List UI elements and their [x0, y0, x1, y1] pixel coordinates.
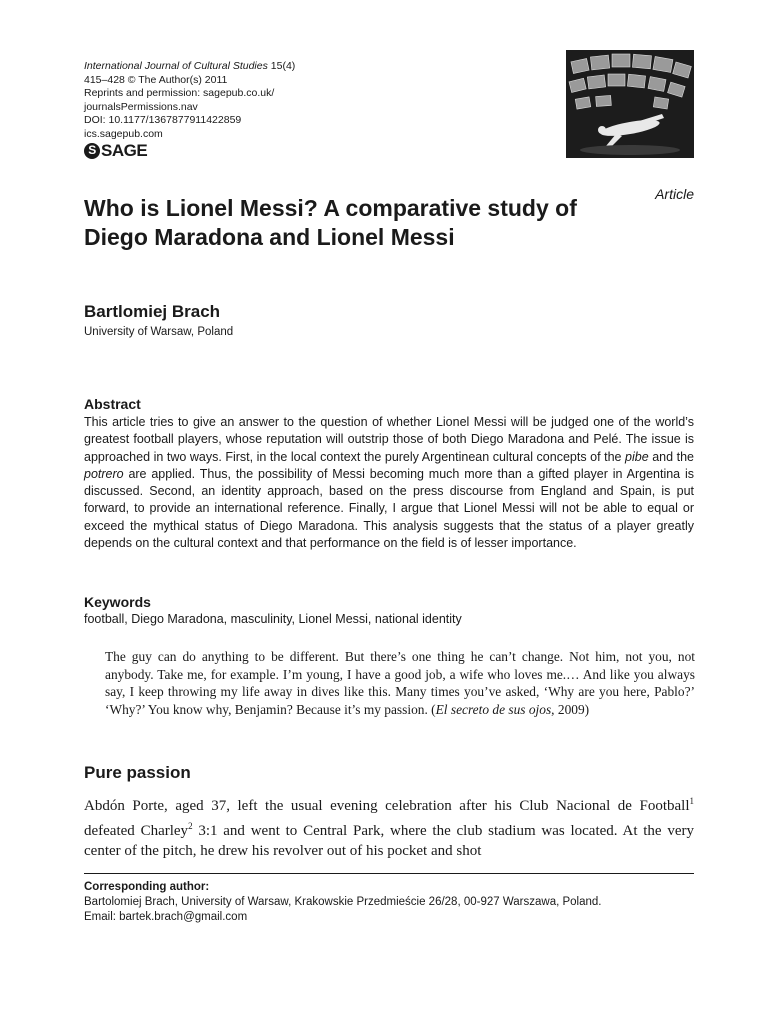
footnote-marker[interactable]: 1 — [689, 796, 694, 806]
corresponding-author-heading: Corresponding author: — [84, 881, 210, 893]
article-type-label: Article — [655, 186, 694, 202]
keywords-heading: Keywords — [84, 594, 151, 610]
epigraph-quote — [105, 648, 695, 718]
abstract-segment: are applied. Thus, the possibility of Messi becoming much more than a gifted player in Argentina is discussed. Second, an identity approach, based on the press discourse from England and Spain, is put forward, to provide an international reference. Finally, I argue that Lionel Messi will not be able to equal or exceed the mythical status of Diego Maradona. This analysis suggests that the status of a player greatly depends on the cultural context and that performance on the field is of lesser importance. — [84, 466, 694, 551]
abstract-term-pibe: pibe — [625, 449, 649, 464]
abstract-segment: and the — [648, 449, 694, 464]
abstract-heading: Abstract — [84, 396, 141, 412]
journal-info — [84, 60, 484, 159]
journal-volume: 15(4) — [267, 60, 296, 72]
reprints-info: Reprints and permission: sagepub.co.uk/ — [84, 87, 275, 99]
corresponding-author-address: Bartolomiej Brach, University of Warsaw, Krakowskie Przedmieście 26/28, 00-927 Warszawa, Poland. — [84, 896, 602, 908]
keywords-list: football, Diego Maradona, masculinity, Lionel Messi, national identity — [84, 612, 462, 626]
sage-logo-text: SAGE — [101, 141, 148, 161]
epigraph-source: El secreto de sus ojos — [435, 701, 552, 717]
permissions-info: journalsPermissions.nav — [84, 100, 198, 113]
body-segment: defeated Charley — [84, 823, 189, 839]
doi: DOI: 10.1177/1367877911422859 — [84, 114, 242, 126]
article-title: Who is Lionel Messi? A comparative study of Diego Maradona and Lionel Messi — [84, 195, 577, 250]
body-segment: Abdón Porte, aged 37, left the usual evening celebration after his Club Nacional de Football — [84, 798, 690, 814]
epigraph-year: , 2009) — [551, 701, 590, 717]
journal-cover-image — [566, 50, 694, 158]
sage-logo-icon: S — [84, 143, 100, 159]
journal-url: ics.sagepub.com — [84, 127, 163, 140]
section-heading: Pure passion — [84, 763, 191, 782]
journal-citation — [84, 60, 484, 74]
corresponding-author-block — [84, 880, 694, 925]
abstract-text — [84, 414, 694, 552]
abstract-term-potrero: potrero — [84, 466, 124, 481]
body-paragraph — [84, 791, 694, 861]
epigraph-text: The guy can do anything to be different. But there’s one thing he can’t change. Not him, not you, not anybody. Take me, for example. I’m young, I have a good job, a wife who loves me.… And like you always say, I keep throwing my life away in dives like this. Many times you’ve asked, ‘Why are you here, Pablo?’ ‘Why?’ You know why, Benjamin? Because it’s my passion. ( — [105, 649, 695, 717]
journal-pages-copyright: 415–428 © The Author(s) 2011 — [84, 73, 228, 86]
footnote-marker[interactable]: 2 — [188, 821, 193, 831]
abstract-segment: This article tries to give an answer to the question of whether Lionel Messi will be judged one of the world’s greatest football players, whose reputation will outstrip those of both Diego Maradona and Pelé. The issue is approached in two ways. First, in the local context the purely Argentinean cultural concepts of the — [84, 415, 694, 464]
body-segment: 3:1 and went to Central Park, where the club stadium was located. At the very center of the pitch, he drew his revolver out of his pocket and shot — [84, 823, 695, 859]
sage-logo — [84, 143, 484, 159]
corresponding-author-email[interactable]: Email: bartek.brach@gmail.com — [84, 911, 248, 923]
cover-art-icon — [566, 50, 694, 158]
author-affiliation: University of Warsaw, Poland — [84, 326, 234, 338]
footnote-divider — [84, 873, 694, 874]
author-name: Bartlomiej Brach — [84, 302, 221, 321]
journal-title: International Journal of Cultural Studies — [84, 60, 268, 72]
